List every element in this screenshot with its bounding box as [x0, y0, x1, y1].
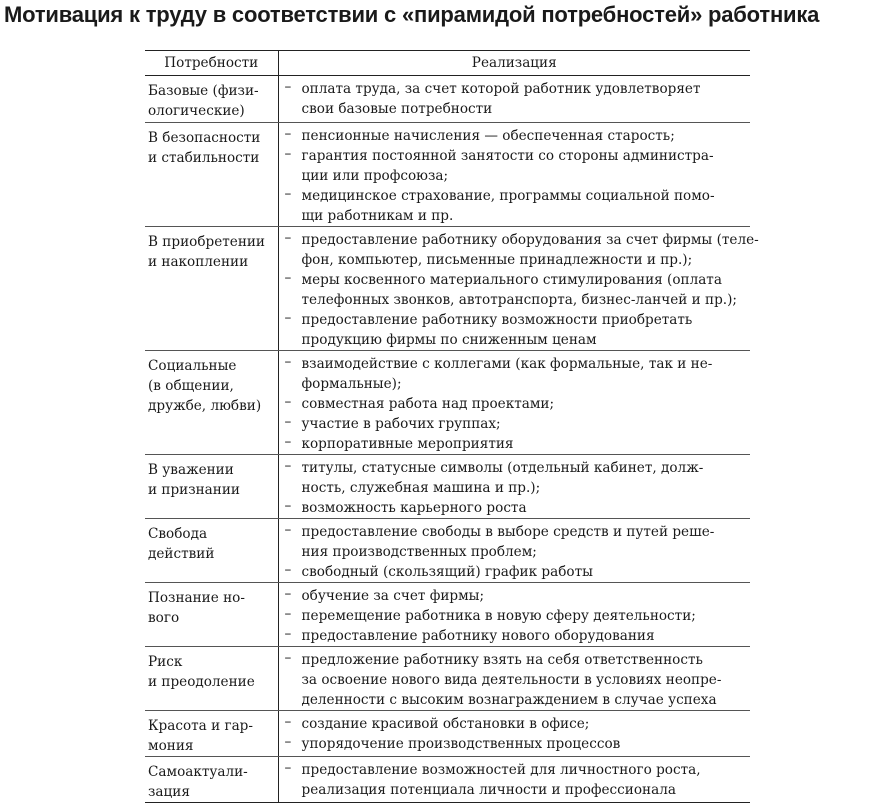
list-item [285, 522, 751, 562]
table-row [145, 351, 750, 455]
dash-bullet: – [284, 562, 292, 578]
dash-bullet: – [284, 354, 292, 370]
implementation-cell [278, 123, 750, 227]
list-item [285, 414, 751, 434]
list-item [285, 394, 751, 414]
list-item [285, 126, 751, 146]
list-item [285, 79, 751, 119]
item-text [302, 522, 751, 562]
item-text [302, 186, 751, 226]
need-line: и стабильности [148, 150, 260, 166]
dash-bullet: – [284, 626, 292, 642]
dash-bullet: – [284, 270, 292, 286]
list-item [285, 626, 751, 646]
dash-bullet: – [284, 458, 292, 474]
item-line: возможность карьерного роста [301, 500, 527, 516]
header-needs: Потребности [145, 51, 278, 76]
dash-bullet: – [284, 394, 292, 410]
table-header-row [145, 51, 750, 76]
item-text [302, 760, 751, 800]
list-item [285, 734, 751, 754]
dash-bullet: – [284, 714, 292, 730]
need-cell [145, 519, 278, 583]
item-line: свои базовые потребности [301, 101, 493, 117]
need-line: зация [148, 784, 190, 800]
table-body [145, 76, 759, 803]
table-row [145, 227, 750, 351]
need-cell [145, 227, 278, 351]
implementation-cell [278, 757, 750, 803]
list-item [285, 270, 751, 310]
need-cell [145, 757, 278, 803]
list-item [285, 354, 751, 394]
item-line: предоставление свободы в выборе средств и путей реше- [301, 524, 715, 540]
item-text [302, 562, 751, 582]
need-cell [145, 455, 278, 519]
page-title: Мотивация к труду в соответствии с «пирамидой потребностей» работника [4, 2, 820, 27]
item-line: титулы, статусные символы (отдельный кабинет, долж- [301, 460, 704, 476]
list-item [285, 562, 751, 582]
item-line: меры косвенного материального стимулирования (оплата [301, 272, 722, 288]
need-line: мония [148, 738, 194, 754]
dash-bullet: – [284, 186, 292, 202]
list-item [285, 714, 751, 734]
need-cell [145, 711, 278, 757]
list-item [285, 606, 751, 626]
table-row [145, 455, 750, 519]
item-line: предоставление работнику нового оборудования [301, 628, 655, 644]
need-line: и признании [148, 482, 240, 498]
need-cell [145, 647, 278, 711]
table-row [145, 123, 750, 227]
table-row [145, 519, 750, 583]
implementation-cell [278, 583, 750, 647]
item-text [302, 498, 751, 518]
item-line: фон, компьютер, письменные принадлежности и пр.); [301, 252, 693, 268]
item-text [302, 146, 751, 186]
need-cell [145, 583, 278, 647]
implementation-cell [278, 227, 759, 351]
dash-bullet: – [284, 734, 292, 750]
dash-bullet: – [284, 126, 292, 142]
item-line: свободный (скользящий) график работы [301, 564, 593, 580]
item-line: предложение работнику взять на себя ответственность [301, 652, 703, 668]
implementation-cell [278, 76, 750, 123]
table-row [145, 583, 750, 647]
item-text [302, 734, 751, 754]
list-item [285, 586, 751, 606]
list-item [285, 760, 751, 800]
need-cell [145, 351, 278, 455]
dash-bullet: – [284, 310, 292, 326]
item-line: телефонных звонков, автотранспорта, бизнес-ланчей и пр.); [301, 292, 737, 308]
implementation-cell [278, 455, 750, 519]
item-text [302, 586, 751, 606]
need-line: действий [148, 546, 215, 562]
dash-bullet: – [284, 586, 292, 602]
list-item [285, 146, 751, 186]
item-line: предоставление возможностей для личностного роста, [301, 762, 701, 778]
item-line: участие в рабочих группах; [301, 416, 501, 432]
implementation-cell [278, 351, 750, 455]
motivation-table [145, 50, 759, 803]
item-line: корпоративные мероприятия [301, 436, 514, 452]
list-item [285, 434, 751, 454]
need-line: Риск [148, 654, 183, 670]
item-line: медицинское страхование, программы социальной помо- [301, 188, 715, 204]
need-line: ологические) [148, 103, 245, 119]
need-line: Самоактуали- [148, 764, 248, 780]
item-text [302, 606, 751, 626]
item-text [302, 354, 751, 394]
dash-bullet: – [284, 146, 292, 162]
need-cell [145, 123, 278, 227]
item-line: деленности с высоким вознаграждением в случае успеха [301, 692, 717, 708]
need-line: Красота и гар- [148, 718, 253, 734]
item-text [302, 626, 751, 646]
implementation-cell [278, 519, 750, 583]
item-line: создание красивой обстановки в офисе; [301, 716, 590, 732]
list-item [285, 310, 751, 350]
need-line: дружбе, любви) [148, 398, 262, 414]
table-row [145, 76, 750, 123]
dash-bullet: – [284, 522, 292, 538]
implementation-cell [278, 647, 750, 711]
item-line: формальные); [301, 376, 402, 392]
list-item [285, 498, 751, 518]
item-line: обучение за счет фирмы; [301, 588, 485, 604]
table-row [145, 647, 750, 711]
item-line: ции или профсоюза; [301, 168, 449, 184]
item-line: продукцию фирмы по сниженным ценам [301, 332, 597, 348]
need-cell [145, 76, 278, 123]
item-text [302, 270, 751, 310]
item-text [302, 650, 751, 710]
item-line: ность, служебная машина и пр.); [301, 480, 541, 496]
item-line: перемещение работника в новую сферу деятельности; [301, 608, 696, 624]
item-line: пенсионные начисления — обеспеченная старость; [301, 128, 675, 144]
item-line: взаимодействие с коллегами (как формальные, так и не- [301, 356, 713, 372]
dash-bullet: – [284, 230, 292, 246]
item-line: реализация потенциала личности и профессионала [301, 782, 676, 798]
item-line: щи работникам и пр. [301, 208, 454, 224]
item-text [302, 394, 751, 414]
item-line: совместная работа над проектами; [301, 396, 555, 412]
item-line: гарантия постоянной занятости со стороны администра- [301, 148, 714, 164]
dash-bullet: – [284, 606, 292, 622]
list-item [284, 230, 759, 270]
dash-bullet: – [284, 650, 292, 666]
need-line: Базовые (физи- [148, 83, 259, 99]
item-line: оплата труда, за счет которой работник удовлетворяет [301, 81, 701, 97]
item-text [302, 310, 751, 350]
item-text [302, 434, 751, 454]
item-text [302, 714, 751, 734]
need-line: вого [148, 610, 180, 626]
need-line: и преодоление [148, 674, 255, 690]
table-row [145, 711, 750, 757]
need-line: Свобода [148, 526, 208, 542]
table-row [145, 757, 750, 803]
item-text [302, 79, 751, 119]
dash-bullet: – [284, 414, 292, 430]
dash-bullet: – [284, 79, 292, 95]
list-item [285, 458, 751, 498]
list-item [285, 650, 751, 710]
item-text [302, 230, 759, 270]
item-text [302, 414, 751, 434]
need-line: (в общении, [148, 378, 234, 394]
need-line: Познание но- [148, 590, 245, 606]
need-line: В уважении [148, 462, 234, 478]
need-line: В безопасности [148, 130, 261, 146]
item-line: за освоение нового вида деятельности в условиях неопре- [301, 672, 722, 688]
item-line: ния производственных проблем; [301, 544, 537, 560]
item-text [302, 458, 751, 498]
dash-bullet: – [284, 434, 292, 450]
need-line: В приобретении [148, 234, 265, 250]
item-line: предоставление работнику возможности приобретать [301, 312, 693, 328]
list-item [285, 186, 751, 226]
need-line: Социальные [148, 358, 237, 374]
item-text [302, 126, 751, 146]
item-line: предоставление работнику оборудования за счет фирмы (теле- [301, 232, 759, 248]
dash-bullet: – [284, 760, 292, 776]
implementation-cell [278, 711, 750, 757]
dash-bullet: – [284, 498, 292, 514]
header-implementation: Реализация [278, 51, 750, 76]
item-line: упорядочение производственных процессов [301, 736, 621, 752]
need-line: и накоплении [148, 254, 249, 270]
